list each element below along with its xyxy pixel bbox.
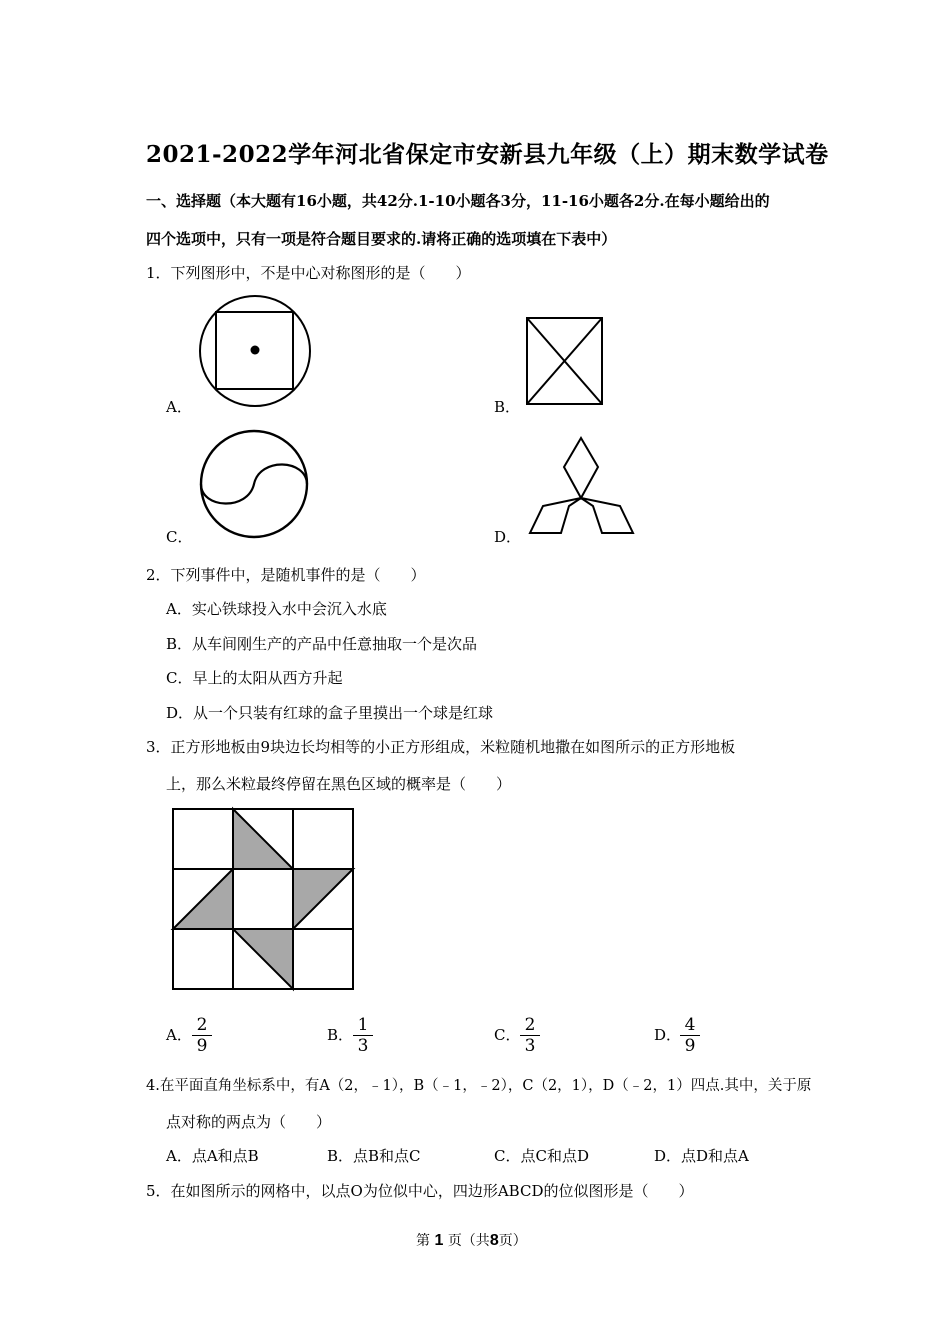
q4-stem-line1: 4.在平面直角坐标系中，有A（2，﹣1），B（﹣1，﹣2），C（2，1），D（﹣2，1）四点.其中，关于原	[146, 1078, 812, 1094]
q4-option-c: C．点C和点D	[494, 1147, 589, 1165]
q4-stem-line2: 点对称的两点为（ ）	[166, 1113, 332, 1131]
section-heading-line1: 一、选择题（本大题有16小题，共42分.1-10小题各3分，11-16小题各2分.在每小题给出的	[146, 192, 770, 210]
footer-page-number: 1	[434, 1232, 444, 1249]
footer-middle: 页（共	[447, 1233, 490, 1249]
q3-option-c-fraction	[520, 1015, 540, 1056]
q3-option-c-label: C．	[494, 1026, 521, 1044]
shaded-triangle-bottom	[233, 929, 293, 989]
q5-stem: 5．在如图所示的网格中，以点O为位似中心，四边形ABCD的位似图形是（ ）	[146, 1182, 694, 1200]
q3-option-d-denominator: 9	[684, 1036, 696, 1056]
q3-option-a-fraction	[192, 1015, 212, 1056]
q1-option-c-label: C．	[166, 528, 193, 546]
q4-option-a: A．点A和点B	[166, 1147, 259, 1165]
footer-prefix: 第	[416, 1233, 430, 1249]
q2-option-b: B．从车间刚生产的产品中任意抽取一个是次品	[166, 635, 478, 653]
q1-option-a-label: A．	[166, 398, 192, 416]
q3-option-d-fraction	[680, 1015, 700, 1056]
shaded-triangle-top	[233, 809, 293, 869]
q1-figure-a-circle-square-icon	[198, 295, 312, 409]
q1-option-b-label: B．	[494, 398, 521, 416]
q3-grid-figure	[172, 808, 356, 992]
q1-option-d-label: D．	[494, 528, 522, 546]
shaded-triangle-left	[173, 869, 233, 929]
q1-figure-c-yin-yang-icon	[198, 429, 310, 539]
q3-option-b-denominator: 3	[357, 1036, 369, 1056]
q1-stem: 1．下列图形中，不是中心对称图形的是（ ）	[146, 264, 471, 282]
section-heading-line2: 四个选项中，只有一项是符合题目要求的.请将正确的选项填在下表中）	[146, 230, 617, 248]
q2-option-c: C．早上的太阳从西方升起	[166, 669, 343, 687]
q4-option-b: B．点B和点C	[327, 1147, 421, 1165]
q3-option-a-denominator: 9	[196, 1036, 208, 1056]
q2-stem: 2．下列事件中，是随机事件的是（ ）	[146, 566, 426, 584]
q1-figure-b-crossed-rectangle-icon	[526, 317, 604, 405]
q3-option-d-numerator: 4	[680, 1015, 700, 1036]
page-footer	[416, 1230, 527, 1250]
footer-total-pages: 8	[489, 1232, 499, 1249]
q4-option-d: D．点D和点A	[654, 1147, 749, 1165]
q3-option-b-fraction	[353, 1015, 373, 1056]
q3-option-b-label: B．	[327, 1026, 354, 1044]
q3-stem-line2: 上，那么米粒最终停留在黑色区域的概率是（ ）	[166, 775, 512, 793]
q2-option-d: D．从一个只装有红球的盒子里摸出一个球是红球	[166, 704, 494, 722]
q1-figure-d-three-rhombus-icon	[526, 436, 636, 536]
q2-option-a: A．实心铁球投入水中会沉入水底	[166, 600, 387, 618]
q3-option-a-numerator: 2	[192, 1015, 212, 1036]
q3-option-b-numerator: 1	[353, 1015, 373, 1036]
footer-suffix: 页）	[498, 1233, 527, 1249]
q3-option-d-label: D．	[654, 1026, 682, 1044]
q3-option-a-label: A．	[166, 1026, 192, 1044]
shaded-triangle-right	[293, 869, 353, 929]
q3-option-c-numerator: 2	[520, 1015, 540, 1036]
q3-stem-line1: 3．正方形地板由9块边长均相等的小正方形组成，米粒随机地撒在如图所示的正方形地板	[146, 738, 736, 756]
q3-option-c-denominator: 3	[524, 1036, 536, 1056]
page-title: 2021-2022学年河北省保定市安新县九年级（上）期末数学试卷	[146, 141, 829, 168]
